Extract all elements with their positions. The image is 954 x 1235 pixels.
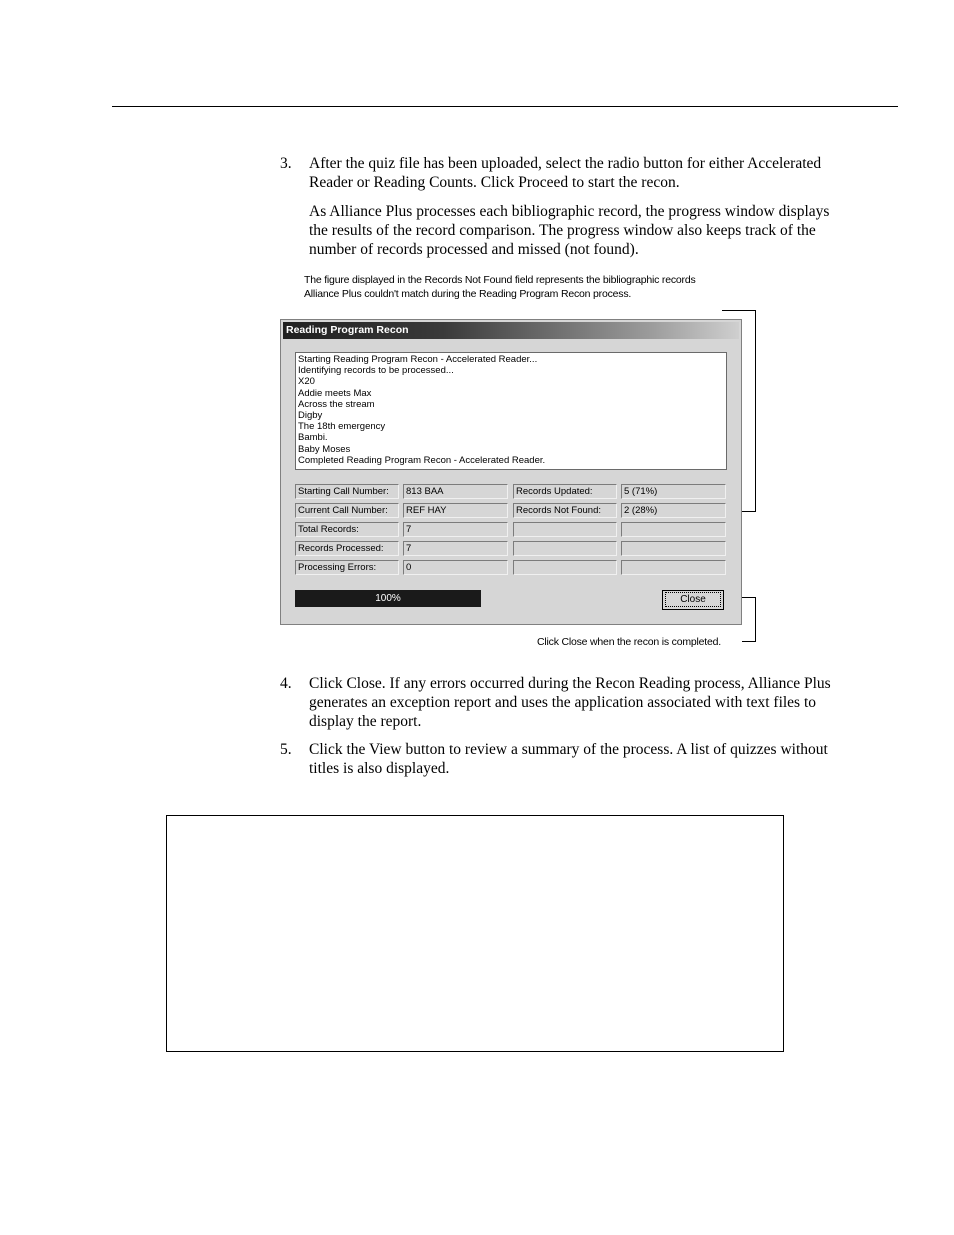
current-call-number-value: REF HAY (403, 503, 508, 518)
records-processed-value: 7 (403, 541, 508, 556)
step-5-number: 5. (280, 741, 292, 758)
callout-line-2: Alliance Plus couldn't match during the Reading Program Recon process. (304, 288, 632, 300)
empty-field (621, 560, 726, 575)
reading-program-recon-dialog (280, 319, 742, 625)
log-line: Bambi. (298, 432, 328, 444)
step-5-text: Click the View button to review a summary of the process. A list of quizzes without titles is also displayed. (309, 741, 828, 777)
progress-label: 100% (375, 593, 401, 604)
log-line: X20 (298, 376, 315, 388)
total-records-label: Total Records: (295, 522, 399, 537)
log-line: Starting Reading Program Recon - Accelerated Reader... (298, 354, 538, 365)
step-4-number: 4. (280, 675, 292, 692)
callout-records-not-found (304, 273, 696, 301)
step-4-text: Click Close. If any errors occurred during the Recon Reading process, Alliance Plus generates an exception report and uses the application associated with text files to display the report. (309, 675, 831, 730)
log-line: The 18th emergency (298, 421, 386, 433)
empty-field (513, 541, 617, 556)
starting-call-number-label: Starting Call Number: (295, 484, 399, 499)
records-not-found-label: Records Not Found: (513, 503, 617, 518)
close-button-label: Close (665, 592, 721, 607)
step-3-text: After the quiz file has been uploaded, select the radio button for either Accelerated Reader or Reading Counts. Click Proceed to start the recon. (309, 155, 822, 191)
progress-bar (295, 590, 481, 607)
log-line: Baby Moses (298, 443, 351, 455)
records-not-found-value: 2 (28%) (621, 503, 726, 518)
log-line: Identifying records to be processed... (298, 365, 454, 377)
empty-field (621, 541, 726, 556)
log-line: Digby (298, 410, 323, 422)
callout-bracket-bottom (742, 597, 756, 642)
current-call-number-label: Current Call Number: (295, 503, 399, 518)
records-updated-label: Records Updated: (513, 484, 617, 499)
processing-errors-label: Processing Errors: (295, 560, 399, 575)
close-button[interactable] (662, 590, 724, 610)
empty-field (513, 522, 617, 537)
callout-line-1: The figure displayed in the Records Not Found field represents the bibliographic records (304, 274, 696, 286)
empty-field (513, 560, 617, 575)
dialog-title: Reading Program Recon (283, 322, 739, 339)
records-processed-label: Records Processed: (295, 541, 399, 556)
callout-click-close: Click Close when the recon is completed. (537, 636, 722, 648)
starting-call-number-value: 813 BAA (403, 484, 508, 499)
log-line: Completed Reading Program Recon - Accelerated Reader. (298, 454, 546, 466)
total-records-value: 7 (403, 522, 508, 537)
step-3-paragraph: As Alliance Plus processes each bibliographic record, the progress window displays the results of the record comparison. The progress window also keeps track of the number of records processed and missed (not found). (309, 203, 830, 258)
log-line: Addie meets Max (298, 387, 372, 399)
empty-field (621, 522, 726, 537)
header-rule (112, 106, 898, 107)
progress-log[interactable] (295, 352, 727, 470)
log-line: Across the stream (298, 398, 375, 410)
figure-placeholder-frame (166, 815, 784, 1052)
step-3-number: 3. (280, 155, 292, 172)
records-updated-value: 5 (71%) (621, 484, 726, 499)
processing-errors-value: 0 (403, 560, 508, 575)
